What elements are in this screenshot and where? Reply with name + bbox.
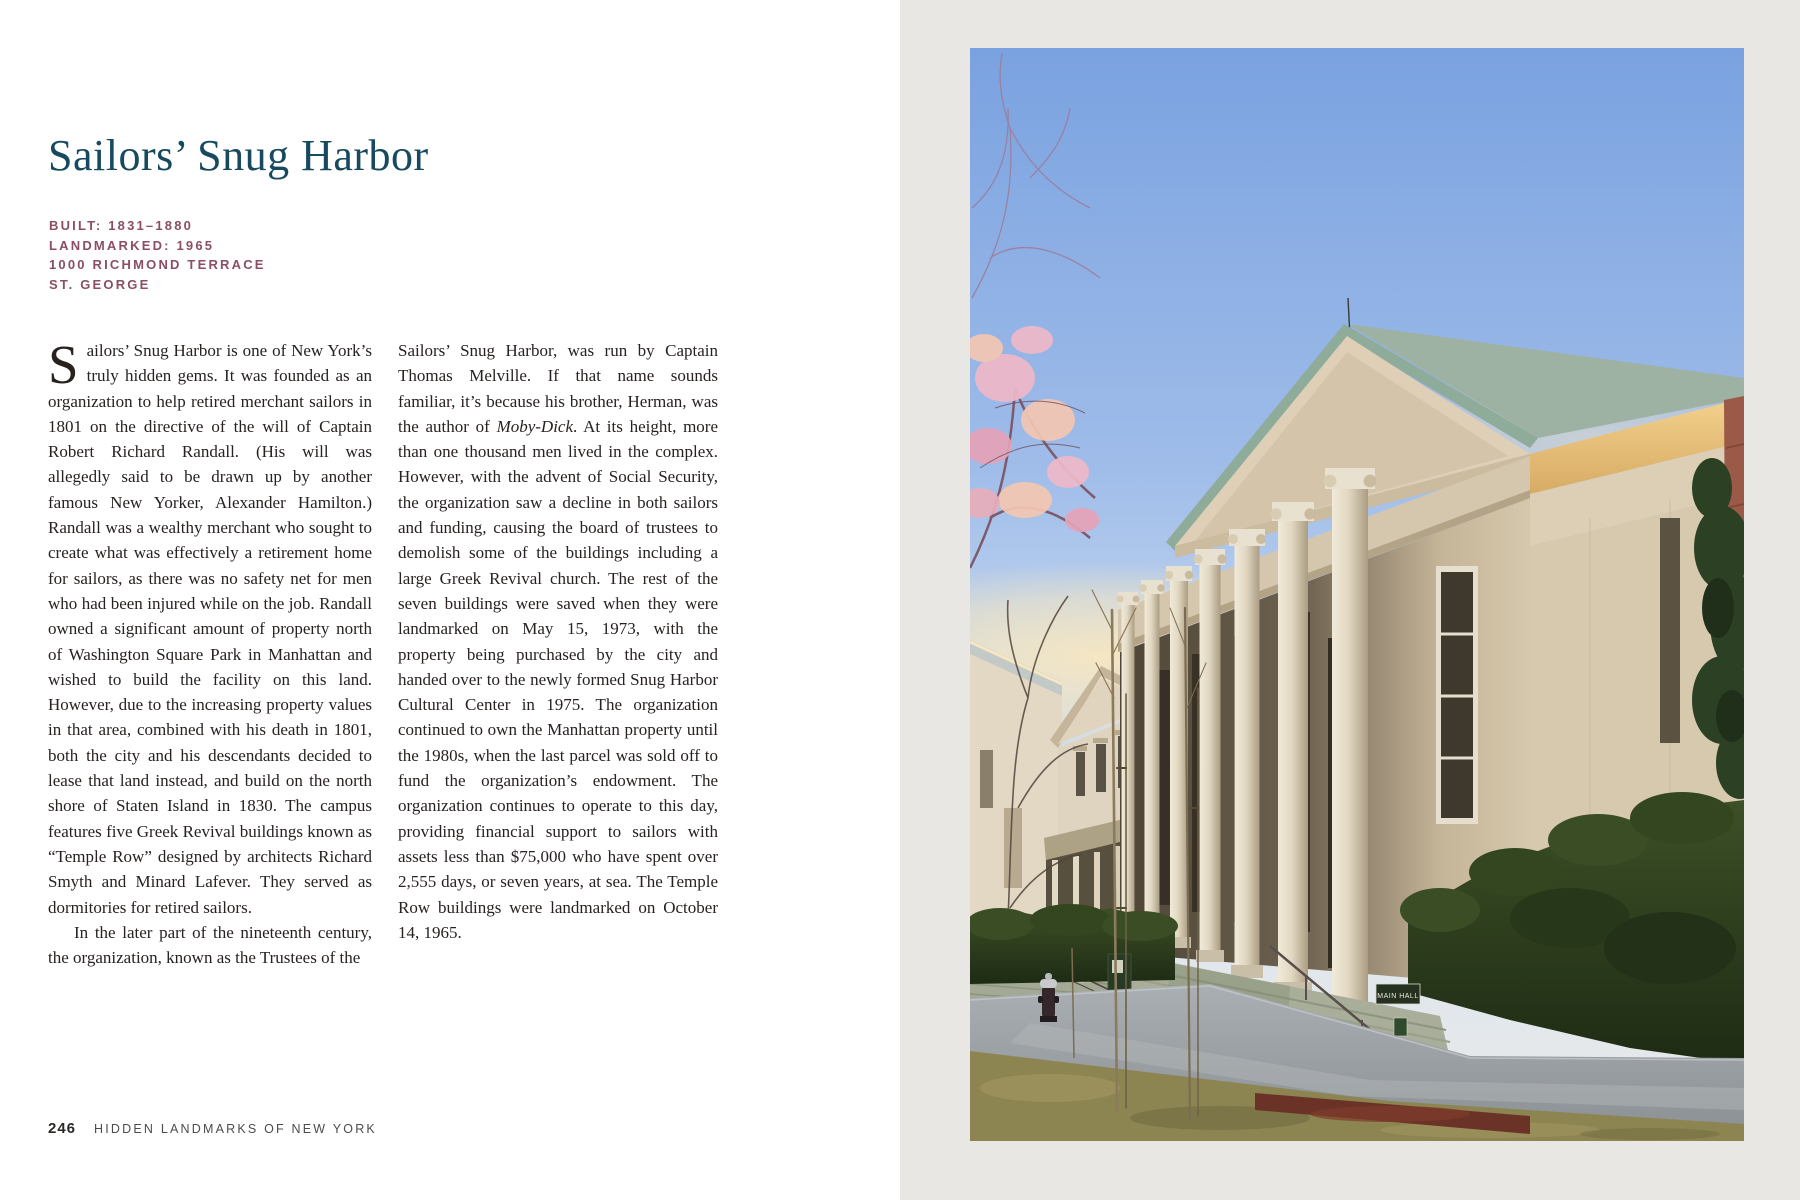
paragraph-2: In the later part of the nineteenth century, the organization, known as the Trustees of the (48, 922, 372, 968)
body-column-right (398, 338, 718, 970)
detail-address: 1000 RICHMOND TERRACE (49, 257, 266, 272)
landmark-photo (970, 48, 1744, 1141)
temple-row-photo-illustration (970, 48, 1744, 1141)
detail-neighborhood: ST. GEORGE (49, 276, 151, 292)
paragraph-1-text: ailors’ Snug Harbor is one of New York’s truly hidden gems. It was founded as an organization to help retired merchant sailors in 1801 on the directive of the will of Captain Robert Richard Randall. (His will was allegedly said to be drawn up by another famous New Yorker, Alexander Hamilton.) Randall was a wealthy merchant who sought to create what was effectively a retirement home for sailors, as there was no safety net for men who had been injured while on the job. Randall owned a significant amount of property north of Washington Square Park in Manhattan and wished to build the facility on this land. However, due to the increasing property values in that area, combined with his death in 1801, both the city and his descendants decided to lease that land instead, and build on the north shore of Staten Island in 1830. The campus features five Greek Revival buildings known as “Temple Row” designed by architects Richard Smyth and Minard Lafever. They served as dormitories for retired sailors. (48, 341, 372, 917)
body-column-left (48, 334, 372, 970)
right-page (900, 0, 1800, 1200)
portico-tall-window (1436, 566, 1478, 824)
hedge-left (970, 904, 1178, 984)
right-facade-window (1660, 518, 1680, 743)
page-title: Sailors’ Snug Harbor (48, 131, 429, 180)
paragraph-3-text-b: . At its height, more than one thousand men lived in the complex. However, with the advent of Social Security, the organization saw a decline in both sailors and funding, causing the board of trustees to demolish some of the buildings including a large Greek Revival church. The rest of the seven buildings were saved when they were landmarked on May 15, 1973, with the property being purchased by the city and handed over to the newly formed Snug Harbor Cultural Center in 1975. The organization continued to own the Manhattan property until the 1980s, when the last parcel was sold off to fund the organization’s endowment. The organization continues to operate to this day, providing financial support to sailors with assets less than $75,000 who have spent over 2,555 days, or seven years, at sea. The Temple Row buildings were landmarked on October 14, 1965. (398, 416, 719, 942)
drop-cap: S (48, 334, 79, 395)
landmark-details (49, 216, 266, 294)
main-hall-sign-label: MAIN HALL (1377, 993, 1419, 1000)
detail-landmarked: LANDMARKED: 1965 (49, 237, 215, 253)
detail-built: BUILT: 1831–1880 (49, 218, 194, 233)
running-book-title: HIDDEN LANDMARKS OF NEW YORK (94, 1122, 377, 1136)
page-footer (48, 1120, 377, 1137)
book-title-italic: Moby-Dick (496, 416, 574, 436)
small-green-sign (1394, 1018, 1407, 1036)
paragraph-1 (48, 334, 372, 920)
page-number: 246 (48, 1120, 77, 1137)
paragraph-3-text-a: Sailors’ Snug Harbor, was run by Captain Thomas Melville. If that name sounds familiar, it’s because his brother, Herman, was the author of (398, 341, 718, 436)
paragraph-3 (398, 338, 718, 945)
main-hall-sign (1376, 984, 1420, 1004)
body-text (48, 334, 719, 970)
